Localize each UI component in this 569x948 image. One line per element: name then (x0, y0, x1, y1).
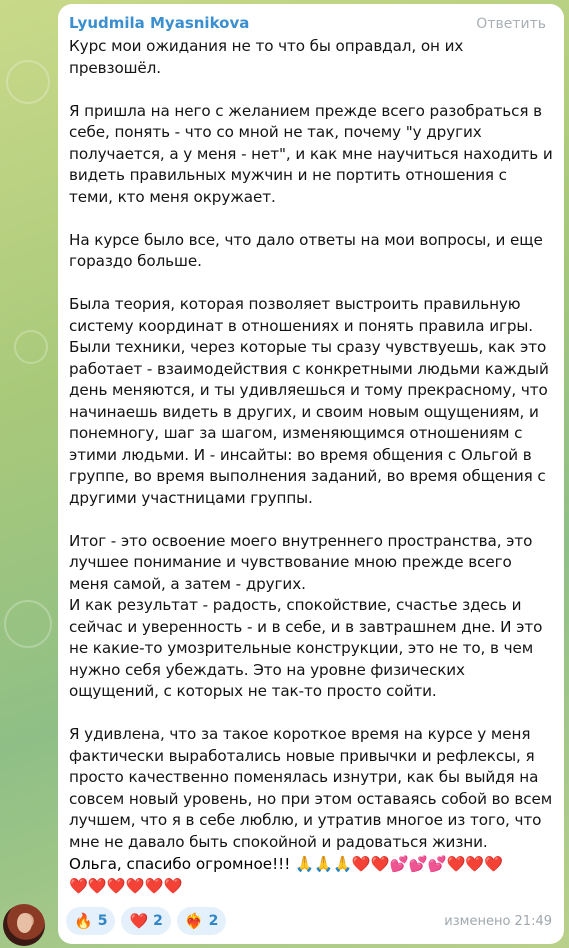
reaction-count: 5 (97, 913, 108, 929)
reaction-count: 2 (153, 913, 163, 929)
fire-icon: 🔥 (74, 912, 93, 930)
message-footer (66, 907, 552, 935)
message-bubble (58, 4, 564, 944)
wallpaper-doodle (4, 600, 52, 648)
edited-timestamp: изменено 21:49 (444, 913, 552, 929)
message-text: Курс мои ожидания не то что бы оправдал, он их превзошёл. Я пришла на него с желанием прежде всего разобраться в себе, понять - что со мной не так, почему "у других получается, а у меня - нет", и как мне научиться находить и видеть правильных мужчин и не портить отношения с теми, кто меня окружает. На курсе было все, что дало ответы на мои вопросы, и еще гораздо больше. Была теория, которая позволяет выстроить правильную систему координат в отношениях и понять правила игры. Были техники, через которые ты сразу чувствуешь, как это работает - взаимодействия с конкретными людьми каждый день меняются, и ты удивляешься и тому прекрасному, что начинаешь видеть в других, и своим новым ощущениям, и понемногу, шаг за шагом, изменяющимся отношениям с этими людьми. И - инсайты: во время общения с Ольгой в группе, во время выполнения заданий, во время общения с другими участницами группы. Итог - это освоение моего внутреннего пространства, это лучшее понимание и чувствование мною прежде всего меня самой, а затем - других. И как результат - радость, спокойствие, счастье здесь и сейчас и уверенность - и в себе, и в завтрашнем дне. И это не какие-то умозрительные конструкции, это не то, в чем нужно себя убеждать. Это на уровне физических ощущений, с которых не так-то просто сойти. Я удивлена, что за такое короткое время на курсе у меня фактически выработались новые привычки и рефлексы, я просто качественно поменялась изнутри, как бы выйдя на совсем новый уровень, но при этом оставаясь собой во всем лучшем, что я в себе люблю, и утратив многое из того, что мне не давало быть спокойной и радоваться жизни. (69, 37, 553, 851)
reaction-heart[interactable] (121, 907, 170, 935)
reply-button[interactable]: Ответить (476, 16, 546, 32)
message-closing-line: Ольга, спасибо огромное!!! 🙏🙏🙏❤️❤️💕💕💕❤️❤️❤️ ❤️❤️❤️❤️❤️❤️ (69, 855, 504, 895)
reaction-fire[interactable] (66, 907, 115, 935)
heart-on-fire-icon: ❤️‍🔥 (184, 912, 204, 930)
reaction-count: 2 (208, 913, 219, 929)
author-name[interactable]: Lyudmila Myasnikova (69, 14, 250, 32)
heart-icon: ❤️ (129, 912, 149, 930)
wallpaper-doodle (14, 330, 48, 364)
sender-avatar[interactable] (3, 904, 45, 946)
message-header (69, 14, 552, 36)
reaction-heart-on-fire[interactable] (177, 907, 226, 935)
wallpaper-doodle (6, 60, 50, 104)
avatar-face (17, 913, 32, 933)
